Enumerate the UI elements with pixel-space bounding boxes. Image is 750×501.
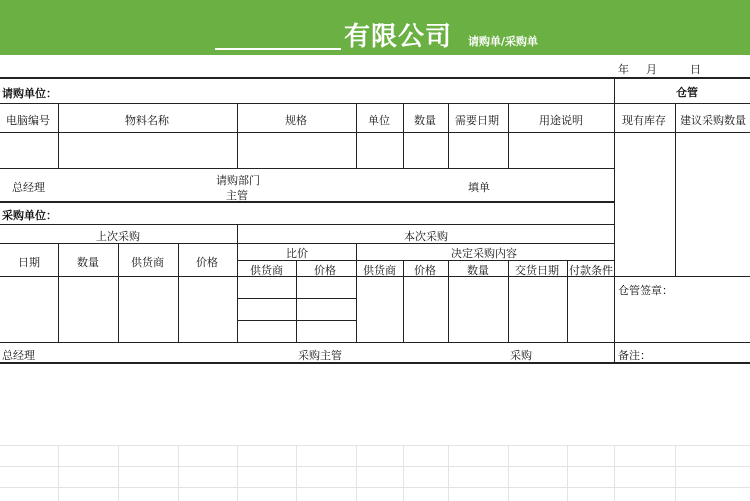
col-suggested-qty: 建议采购数量 bbox=[680, 114, 746, 127]
grid-col bbox=[614, 445, 615, 501]
grid-col bbox=[403, 445, 404, 501]
last-col-price: 价格 bbox=[196, 256, 218, 269]
date-month: 月 bbox=[646, 63, 657, 76]
vline-req-5 bbox=[448, 103, 449, 168]
grid-col bbox=[675, 445, 676, 501]
company-name-blank-line bbox=[215, 48, 341, 50]
line-request-row bbox=[0, 168, 614, 169]
grid-col bbox=[237, 445, 238, 501]
col-computer-no: 电脑编号 bbox=[6, 114, 50, 127]
grid-col bbox=[508, 445, 509, 501]
vline-dec-4 bbox=[567, 260, 568, 342]
company-title: 有限公司 bbox=[344, 22, 453, 52]
col-quantity: 数量 bbox=[414, 114, 436, 127]
vline-current-split bbox=[356, 243, 357, 342]
compare-col-supplier: 供货商 bbox=[250, 264, 283, 277]
line-warehouse-divider bbox=[614, 77, 615, 362]
grid-col bbox=[567, 445, 568, 501]
grid-col bbox=[296, 445, 297, 501]
decision-col-payment: 付款条件 bbox=[569, 264, 613, 277]
grid-row bbox=[0, 466, 750, 467]
request-unit-label: 请购单位： bbox=[2, 87, 57, 100]
vline-compare bbox=[296, 260, 297, 342]
decision-col-delivery: 交货日期 bbox=[515, 264, 559, 277]
compare-col-price: 价格 bbox=[314, 264, 336, 277]
line-request-unit bbox=[0, 103, 614, 104]
col-usage: 用途说明 bbox=[539, 114, 583, 127]
last-col-date: 日期 bbox=[18, 256, 40, 269]
warehouse-title: 仓管 bbox=[676, 86, 698, 99]
grid-row bbox=[0, 445, 750, 446]
last-col-qty: 数量 bbox=[77, 256, 99, 269]
date-year: 年 bbox=[618, 63, 629, 76]
vline-req-6 bbox=[508, 103, 509, 168]
sign-gm: 总经理 bbox=[12, 181, 45, 194]
decision-col-supplier: 供货商 bbox=[363, 264, 396, 277]
decision-title: 决定采购内容 bbox=[451, 247, 517, 260]
grid-col bbox=[118, 445, 119, 501]
grid-col bbox=[448, 445, 449, 501]
grid-col bbox=[356, 445, 357, 501]
vline-req-2 bbox=[237, 103, 238, 168]
vline-dec-3 bbox=[508, 260, 509, 342]
sign-dept: 请购部门 bbox=[216, 174, 260, 187]
purchase-unit-label: 采购单位： bbox=[2, 209, 57, 222]
line-purchase-rows bbox=[0, 342, 750, 343]
vline-last-2 bbox=[118, 243, 119, 342]
date-day: 日 bbox=[690, 63, 701, 76]
grid-col bbox=[178, 445, 179, 501]
vline-last-1 bbox=[58, 243, 59, 342]
grid-row bbox=[0, 487, 750, 488]
current-purchase-title: 本次采购 bbox=[404, 230, 448, 243]
grid-col bbox=[58, 445, 59, 501]
last-col-supplier: 供货商 bbox=[131, 256, 164, 269]
line-purchase-unit bbox=[0, 224, 614, 225]
col-current-stock: 现有库存 bbox=[622, 114, 666, 127]
col-unit: 单位 bbox=[368, 114, 390, 127]
vline-req-4 bbox=[403, 103, 404, 168]
border-top bbox=[0, 77, 750, 79]
decision-col-qty: 数量 bbox=[467, 264, 489, 277]
vline-req-1 bbox=[58, 103, 59, 168]
vline-last-3 bbox=[178, 243, 179, 342]
compare-title: 比价 bbox=[286, 247, 308, 260]
vline-purchase-split bbox=[237, 224, 238, 342]
vline-req-3 bbox=[356, 103, 357, 168]
col-material-name: 物料名称 bbox=[125, 114, 169, 127]
vline-warehouse bbox=[675, 103, 676, 276]
decision-col-price: 价格 bbox=[414, 264, 436, 277]
line-purchase-title bbox=[0, 243, 614, 244]
last-purchase-title: 上次采购 bbox=[96, 230, 140, 243]
vline-dec-1 bbox=[403, 260, 404, 342]
warehouse-seal-label: 仓管签章： bbox=[618, 284, 673, 297]
line-request-header bbox=[0, 132, 750, 133]
purchase-sign-supervisor: 采购主管 bbox=[298, 349, 342, 362]
sign-filler: 填单 bbox=[468, 181, 490, 194]
line-request-sign bbox=[0, 201, 614, 203]
remarks-label: 备注： bbox=[618, 349, 651, 362]
purchase-sign-buyer: 采购 bbox=[510, 349, 532, 362]
vline-dec-2 bbox=[448, 260, 449, 342]
sign-dept-supervisor: 主管 bbox=[226, 189, 248, 202]
line-warehouse-title bbox=[614, 103, 750, 104]
col-need-date: 需要日期 bbox=[455, 114, 499, 127]
purchase-sign-gm: 总经理 bbox=[2, 349, 35, 362]
form-subtitle: 请购单/采购单 bbox=[468, 35, 539, 48]
col-spec: 规格 bbox=[285, 114, 307, 127]
